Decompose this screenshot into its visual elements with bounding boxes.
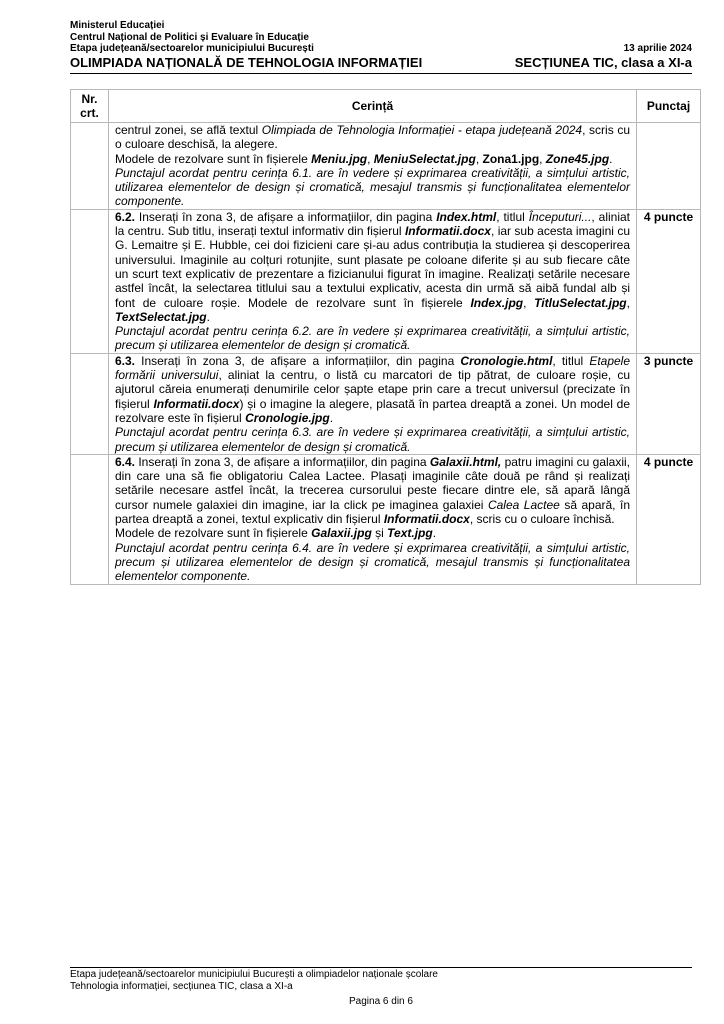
req-6-1-text [115,123,630,152]
requirement-number: 6.2. [115,209,136,224]
text-run: , [367,151,374,166]
italic-run: Olimpiada de Tehnologia Informației - etapa județeană 2024 [261,123,583,137]
text-run: Inserați în zona 3, de afișare a informațiilor, din pagina [135,454,430,469]
text-run: , [539,151,546,166]
section-title: SECȚIUNEA TIC, clasa a XI-a [514,54,692,70]
center-name: Centrul Național de Politici și Evaluare în Educație [70,31,309,43]
text-run: Modele de rezolvare sunt în fișierele [115,151,312,166]
file-name: Meniu.jpg [311,151,368,166]
text-run: patru imagini cu galaxii, din care una să fie obligatoriu Calea Lactee. Plasați imaginile câte două pe rând și realizați setările necesare astfel încât, la trecerea cursorului peste fiecare dintre ele, să apară lângă cursor numele galaxiei din imagine, iar la click pe imaginea galaxiei [115,454,630,512]
row-nr-cell [71,353,109,454]
req-6-2-scoring-note [115,324,630,353]
row-nr-cell [71,454,109,584]
file-name: Zona1.jpg [482,151,540,166]
text-run: , scris cu o culoare deschisă, la alegere. [115,123,630,152]
text-run: , aliniat la centru, o listă cu marcatori de tip pătrat, de culoare roșie, cu ajutorul căreia enumerați denumirile celor șapte etape prin care a trecut universul (precizate în fișierul [115,368,630,411]
italic-run: Punctajul acordat pentru cerința 6.3. are în vedere și exprimarea creativității, a simțului artistic, precum și utilizarea elementelor de design și cromatică. [115,425,630,454]
page-footer [70,967,692,1007]
text-run: centrul zonei, se află textul [115,123,262,137]
points-cell: 4 puncte [637,454,701,584]
italic-run: Etapele formării universului [115,353,631,383]
text-run: . [432,526,437,541]
header-stage-row [70,43,692,55]
file-name: Galaxii.html, [429,454,502,469]
requirement-number: 6.3. [115,353,136,368]
text-run: și [371,526,388,541]
table-row [71,209,701,353]
text-run: Modele de rezolvare sunt în fișierele [115,526,312,541]
row-nr-cell [71,123,109,210]
olympiad-title: OLIMPIADA NAȚIONALĂ DE TEHNOLOGIA INFORMAȚIEI [70,54,423,70]
text-run: , iar sub acesta imagini cu G. Lemaitre și E. Hubble, cei doi fizicieni care și-au adus contribuția la studierea și descoperirea universului. Imaginile au colțuri rotunjite, sunt plasate pe coloane diferite și au sub fiecare câte un scurt text explicativ de prezentare a fizicianului figurat în imagine. Realizați setările necesare astfel încât, la selectarea titlului sau a textului explicativ, acesta din urmă să aibă fundal alb și font de culoare roșie. Modele de rezolvare sunt în fișierele [115,224,630,310]
text-run: Inserați în zona 3, de afișare a informațiilor, din pagina [135,209,437,224]
italic-run: Începuturi... [528,209,592,224]
text-run: , [523,295,535,310]
col-header-nr: Nr. crt. [71,90,109,123]
file-name: MeniuSelectat.jpg [373,151,476,166]
row-nr-cell [71,209,109,353]
page-header [70,20,692,74]
text-run: , titlul [552,353,590,368]
file-name: Galaxii.jpg [311,526,372,541]
table-row [71,353,701,454]
file-name: Informatii.docx [383,512,470,527]
req-6-2-text [115,210,630,324]
header-rule [70,73,692,74]
text-run: , scris cu o culoare închisă. [469,512,615,527]
footer-rule [70,967,692,968]
text-run: . [609,151,613,166]
req-6-4-scoring-note [115,541,630,584]
file-name: Informatii.docx [404,224,491,239]
text-run: Inserați în zona 3, de afișare a informațiilor, din pagina [135,353,461,368]
file-name: Text.jpg [387,526,433,541]
points-cell: 3 puncte [637,353,701,454]
text-run: . [329,410,334,425]
requirements-table [70,89,701,585]
file-name: Zone45.jpg [545,151,610,166]
col-header-requirement: Cerință [109,90,637,123]
req-6-3-text [115,354,630,425]
footer-stage: Etapa județeană/sectoarelor municipiului București a olimpiadelor naționale școlare [70,969,438,980]
text-run: , aliniat la centru. Sub titlu, inserați textul informativ din fișierul [115,209,631,239]
text-run: , [475,151,483,166]
table-header-row [71,90,701,123]
req-6-1-models [115,152,630,166]
text-run: să apară, în partea dreaptă a zonei, textul explicativ din fișierul [115,497,631,527]
footer-subject: Tehnologia informației, secțiunea TIC, clasa a XI-a [70,980,293,992]
header-title-row [70,55,692,70]
file-name: Informatii.docx [153,396,240,411]
file-name: TextSelectat.jpg [115,309,207,324]
table-row [71,123,701,210]
table-row [71,454,701,584]
exam-date: 13 aprilie 2024 [623,43,692,54]
text-run: ) și o imagine la alegere, plasată în partea dreaptă a zonei. Un model de rezolvare este în fișierul [115,396,631,425]
stage-name: Etapa județeană/sectoarelor municipiului București [70,43,314,54]
requirement-number: 6.4. [115,454,136,469]
text-run: , titlul [496,209,529,224]
req-6-4-text [115,455,630,526]
file-name: Cronologie.html [460,353,553,368]
italic-run: Punctajul acordat pentru cerința 6.1. are în vedere și exprimarea creativității, a simțului artistic, utilizarea elementelor de design și cromatică, mesajul transmis și funcționalitatea elementelor componente. [115,165,630,209]
requirement-cell-6-3 [109,353,637,454]
requirement-cell-6-2 [109,209,637,353]
file-name: Index.html [436,209,497,224]
ministry-name: Ministerul Educației [70,20,165,31]
requirement-cell-6-4 [109,454,637,584]
text-run: , [626,295,630,310]
page-number: Pagina 6 din 6 [349,996,413,1007]
req-6-3-scoring-note [115,425,630,454]
req-6-4-models [115,526,630,540]
italic-run: Punctajul acordat pentru cerința 6.2. are în vedere și exprimarea creativității, a simțului artistic, precum și utilizarea elementelor de design și cromatică. [115,324,630,353]
req-6-1-scoring-note [115,166,630,209]
requirement-cell-6-1-cont [109,123,637,210]
file-name: Cronologie.jpg [245,410,330,425]
italic-run: Punctajul acordat pentru cerința 6.4. are în vedere și exprimarea creativității, a simțului artistic, precum și utilizarea elementelor de design și cromatică, mesajul transmis și funcționalitatea elementelor componente. [115,540,630,584]
points-cell: 4 puncte [637,209,701,353]
file-name: TitluSelectat.jpg [534,295,627,310]
italic-run: Calea Lactee [487,497,560,512]
points-cell [637,123,701,210]
text-run: . [206,309,210,324]
file-name: Index.jpg [470,295,524,310]
col-header-points: Punctaj [637,90,701,123]
